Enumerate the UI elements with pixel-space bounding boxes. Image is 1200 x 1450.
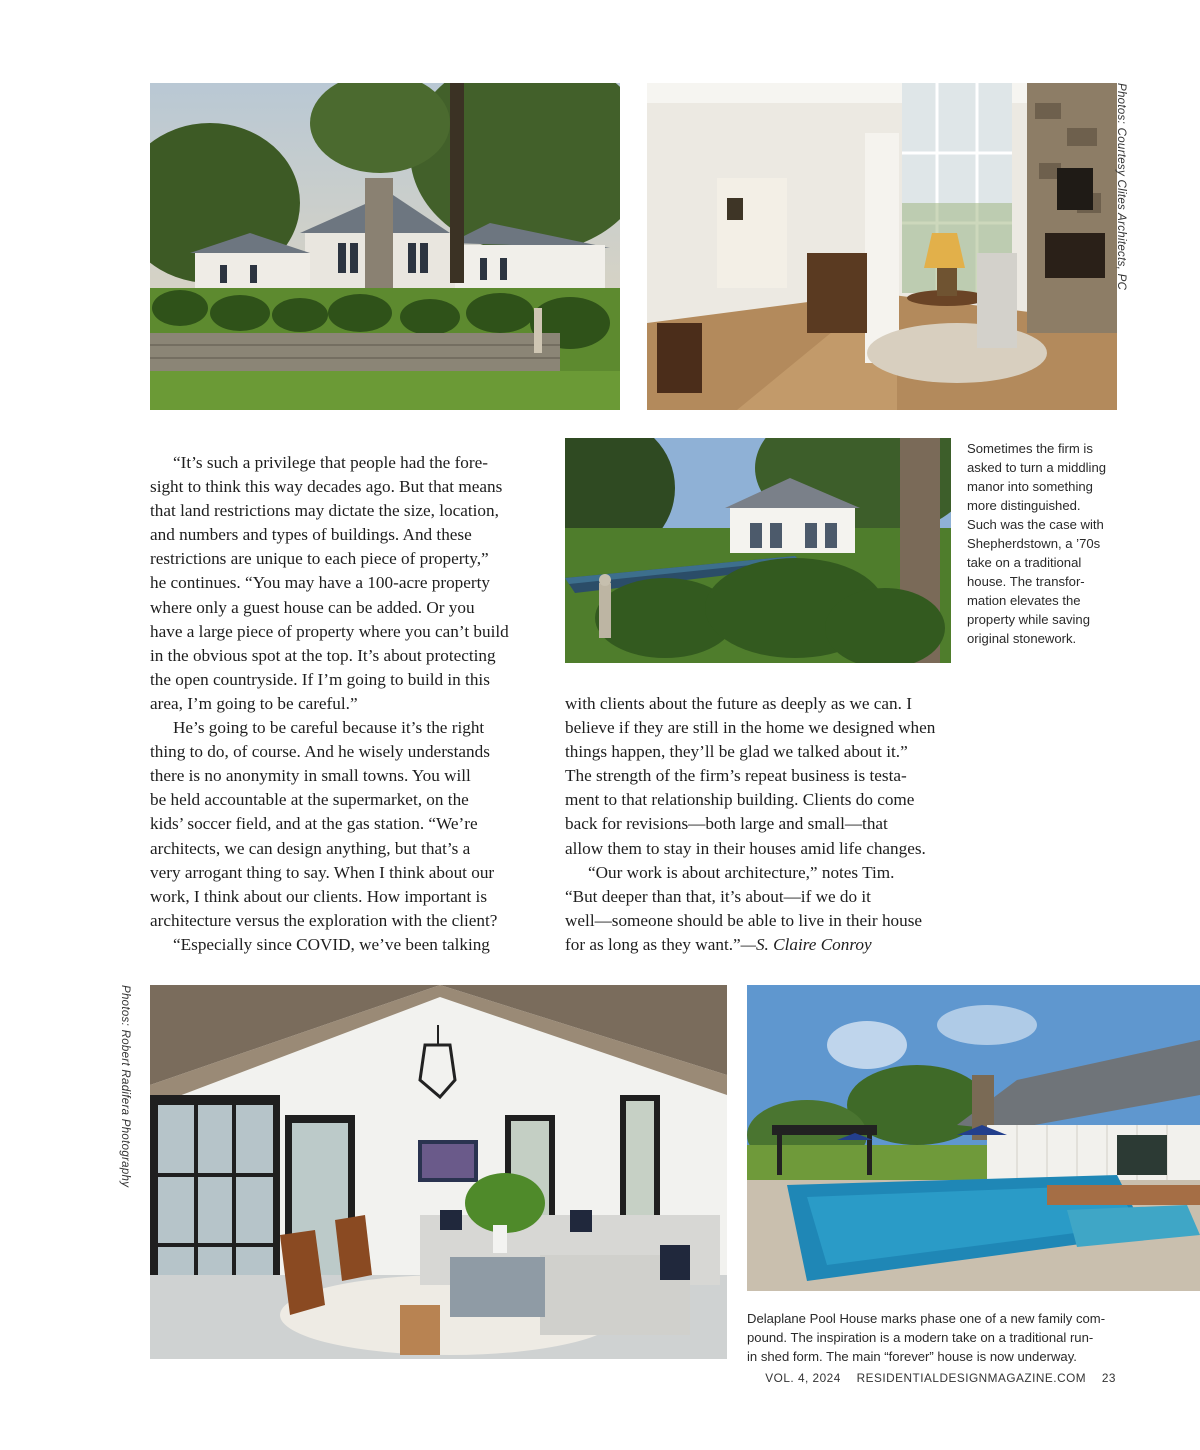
caption-line: Sometimes the firm is <box>967 441 1093 456</box>
author-byline: —S. Claire Conroy <box>740 934 872 954</box>
article-line: thing to do, of course. And he wisely understands <box>150 742 490 762</box>
article-line: back for revisions—both large and small—that <box>565 814 888 834</box>
photo-credit-bottom: Photos: Robert Radifera Photography <box>119 985 131 1188</box>
article-right-column <box>565 692 960 957</box>
article-line: where only a guest house can be added. Or you <box>150 597 475 617</box>
caption-line: mation elevates the <box>967 593 1081 608</box>
article-line: be held accountable at the supermarket, on the <box>150 790 469 810</box>
article-line: “But deeper than that, it’s about—if we do it <box>565 886 871 906</box>
article-line: believe if they are still in the home we designed when <box>565 718 936 738</box>
caption-line: manor into something <box>967 479 1093 494</box>
article-line: allow them to stay in their houses amid life changes. <box>565 838 926 858</box>
article-line: have a large piece of property where you can’t build <box>150 621 509 641</box>
delaplane-caption <box>747 1309 1105 1366</box>
pool-house-living-room-photo <box>150 985 727 1359</box>
caption-line: Such was the case with <box>967 517 1104 532</box>
caption-line: asked to turn a middling <box>967 460 1107 475</box>
pool-house-living-room-image <box>150 985 727 1359</box>
article-left-column <box>150 451 545 957</box>
caption-line: Delaplane Pool House marks phase one of a new family com- <box>747 1311 1106 1326</box>
stone-farmhouse-photo <box>150 83 620 410</box>
article-line: kids’ soccer field, and at the gas station. “We’re <box>150 814 478 834</box>
caption-line: more distinguished. <box>967 498 1081 513</box>
article-line: “Especially since COVID, we’ve been talking <box>173 934 490 954</box>
article-line: “It’s such a privilege that people had the fore- <box>173 453 488 472</box>
caption-line: take on a traditional <box>967 555 1082 570</box>
page-number: 23 <box>1101 1371 1116 1385</box>
interior-hallway-image <box>647 83 1117 410</box>
article-line: sight to think this way decades ago. But that means <box>150 477 503 497</box>
article-line: architecture versus the exploration with the client? <box>150 910 498 930</box>
pool-house-garden-photo <box>565 438 951 663</box>
article-line: very arrogant thing to say. When I think about our <box>150 862 495 882</box>
article-line: restrictions are unique to each piece of property,” <box>150 549 489 569</box>
article-line: in the obvious spot at the top. It’s about protecting <box>150 645 496 665</box>
article-line: work, I think about our clients. How important is <box>150 886 488 906</box>
interior-hallway-photo <box>647 83 1117 410</box>
article-line: “Our work is about architecture,” notes Tim. <box>588 862 895 882</box>
footer-website: RESIDENTIALDESIGNMAGAZINE.COM <box>856 1371 1087 1385</box>
article-line: and numbers and types of buildings. And these <box>150 525 472 545</box>
article-line: The strength of the firm’s repeat business is testa- <box>565 766 907 786</box>
article-line: things happen, they’ll be glad we talked about it.” <box>565 742 908 762</box>
caption-line: in shed form. The main “forever” house is now underway. <box>747 1349 1077 1364</box>
article-line: area, I’m going to be careful.” <box>150 693 358 713</box>
page-footer <box>765 1371 1116 1385</box>
delaplane-pool-image <box>747 985 1200 1291</box>
caption-line: property while saving <box>967 612 1090 627</box>
shepherdstown-caption <box>967 439 1106 648</box>
article-final-line <box>565 933 960 957</box>
article-line: ment to that relationship building. Clients do come <box>565 790 915 810</box>
footer-volume: VOL. 4, 2024 <box>765 1371 841 1385</box>
caption-line: original stonework. <box>967 631 1077 646</box>
stone-farmhouse-image <box>150 83 620 410</box>
article-line: that land restrictions may dictate the size, location, <box>150 501 499 521</box>
caption-line: Shepherdstown, a ’70s <box>967 536 1101 551</box>
article-line: there is no anonymity in small towns. You will <box>150 766 471 786</box>
article-final-text: for as long as they want.” <box>565 934 741 954</box>
article-line: architects, we can design anything, but that’s a <box>150 838 471 858</box>
article-line: well—someone should be able to live in their house <box>565 910 923 930</box>
pool-house-garden-image <box>565 438 951 663</box>
article-line: the open countryside. If I’m going to build in this <box>150 669 490 689</box>
article-line: with clients about the future as deeply as we can. I <box>565 694 912 713</box>
photo-credit-top: Photos: Courtesy Clites Architects, PC <box>1115 83 1127 291</box>
delaplane-pool-photo <box>747 985 1200 1291</box>
caption-line: pound. The inspiration is a modern take on a traditional run- <box>747 1330 1094 1345</box>
caption-line: house. The transfor- <box>967 574 1085 589</box>
article-line: He’s going to be careful because it’s the right <box>173 718 485 738</box>
article-line: he continues. “You may have a 100-acre property <box>150 573 490 593</box>
